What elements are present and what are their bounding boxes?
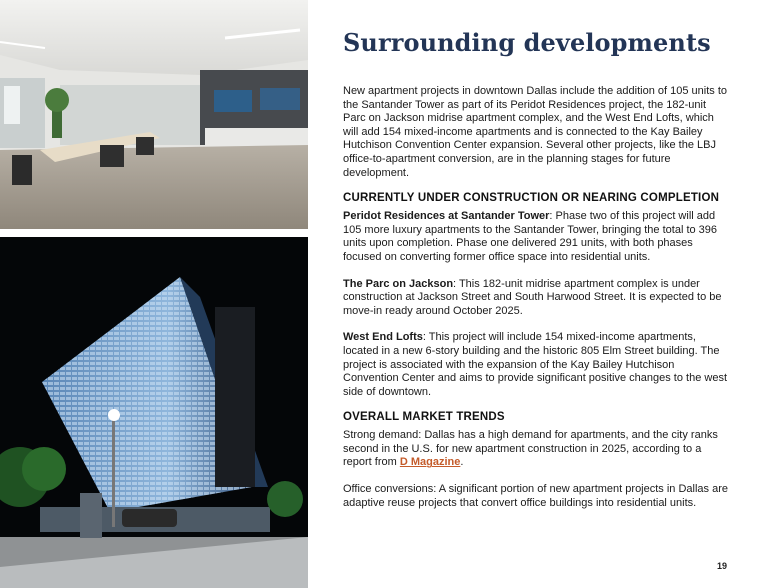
page-number: 19 <box>716 561 727 571</box>
project-parc-on-jackson <box>343 278 728 319</box>
project-name: Peridot Residences at Santander Tower <box>343 210 550 223</box>
strong-demand-paragraph <box>343 429 728 470</box>
article-content <box>343 28 728 510</box>
office-conversions-paragraph: Office conversions: A significant portion of new apartment projects in Dallas are adaptive reuse projects that convert office buildings into residential units. <box>343 483 728 509</box>
d-magazine-link[interactable]: D Magazine <box>399 456 461 469</box>
project-name: The Parc on Jackson <box>343 277 454 290</box>
project-description: : Phase two of this project will add 105 more luxury apartments to the Santander Tower, bringing the total to 396 units upon completion. Phase one delivered 291 units, with both phases focused on converting former office space into residential units. <box>343 210 718 263</box>
project-description: : This project will include 154 mixed-income apartments, located in a new 6-story building and the historic 805 Elm Street building. The project is associated with the expansion of the Kay Bailey Hutchison Convention Center and aims to provide significant positive changes to the west side of downtown. <box>343 331 727 398</box>
photo-column <box>0 0 308 588</box>
section-heading-market-trends: OVERALL MARKET TRENDS <box>343 411 505 424</box>
section-heading-construction: CURRENTLY UNDER CONSTRUCTION OR NEARING COMPLETION <box>343 192 720 205</box>
project-west-end-lofts <box>343 331 728 399</box>
project-name: West End Lofts <box>343 331 423 344</box>
page-title: Surrounding developments <box>343 28 711 57</box>
tower-night-photo <box>0 237 308 588</box>
project-description: : This 182-unit midrise apartment complex is under construction at Jackson Street and South Harwood Street. It is expected to be move-in ready around October 2025. <box>343 277 722 317</box>
demand-text: Strong demand: Dallas has a high demand for apartments, and the city ranks second in the U.S. for new apartment construction in 2025, according to a report from <box>343 429 718 469</box>
project-peridot <box>343 210 728 264</box>
intro-paragraph: New apartment projects in downtown Dallas include the addition of 105 units to the Santander Tower as part of its Peridot Residences project, the 182-unit Parc on Jackson midrise apartment complex, and the West End Lofts, which will add 154 mixed-income apartments and is connected to the Kay Bailey Hutchison Convention Center expansion. Several other projects, like the LBJ office-to-apartment conversion, are in the planning stages for future development. <box>343 85 728 179</box>
office-interior-photo <box>0 0 308 229</box>
demand-end: . <box>460 456 464 469</box>
